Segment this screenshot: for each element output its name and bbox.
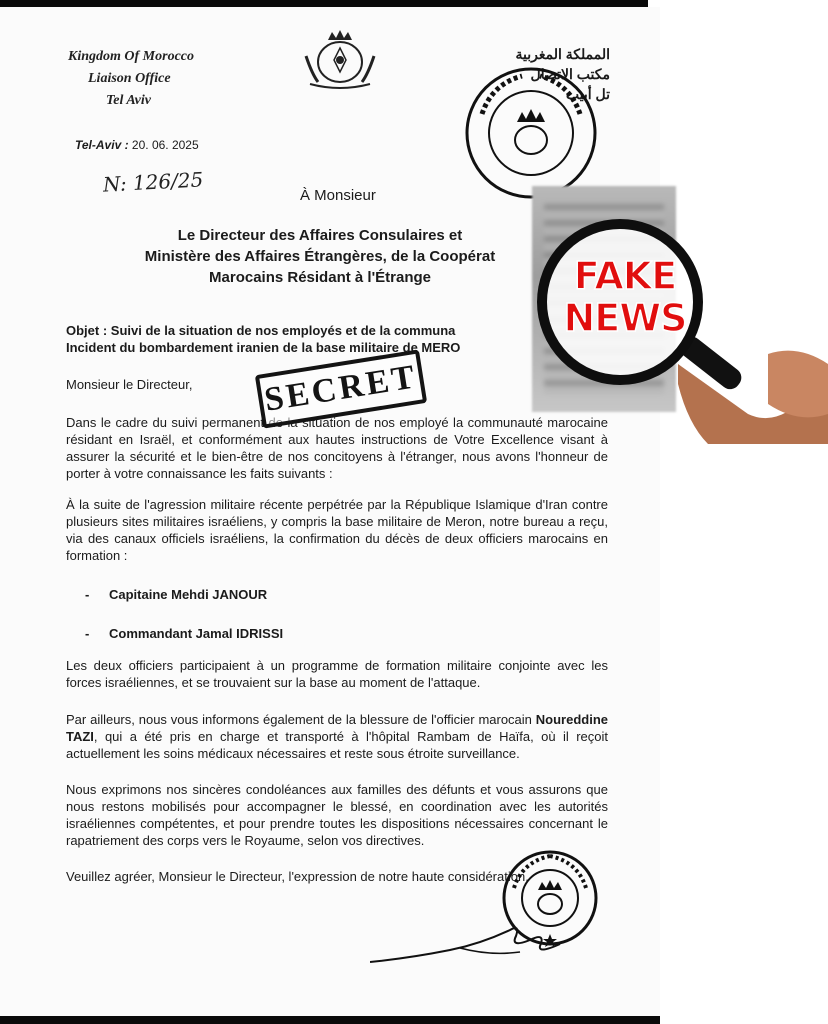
handwritten-reference: N: 126/25 <box>102 167 204 197</box>
top-border <box>0 0 660 7</box>
addressee-line: Ministère des Affaires Étrangères, de la Coopérat <box>144 248 496 265</box>
letterhead-arabic-kingdom: المملكة المغربية <box>515 46 610 62</box>
official-seal-bottom-icon <box>500 848 600 948</box>
greeting: Monsieur le Directeur, <box>66 377 193 392</box>
object-line-2: Incident du bombardement iranien de la base militaire de MERO <box>66 340 461 355</box>
place: Tel-Aviv : <box>75 138 129 152</box>
letterhead-arabic-city: تل أبيب <box>565 86 610 102</box>
paragraph-4-end: , qui a été pris en charge et transporté à l'hôpital Rambam de Haïfa, où il reçoit actuellement les soins médicaux nécessaires et reste sous étroite surveillance. <box>66 729 608 761</box>
official-seal-top-icon <box>462 64 600 202</box>
fake-news-label <box>545 255 705 339</box>
letterhead-city: Tel Aviv <box>106 93 151 108</box>
fake-word: FAKE <box>573 254 677 298</box>
list-item: - Capitaine Mehdi JANOUR <box>85 587 283 602</box>
addressee-block <box>100 225 540 288</box>
list-item: - Commandant Jamal IDRISSI <box>85 626 283 641</box>
object-line <box>66 322 608 356</box>
right-margin <box>648 0 828 1024</box>
object-line-1: Objet : Suivi de la situation de nos employés et de la communa <box>66 323 456 338</box>
paragraph-5: Nous exprimons nos sincères condoléances aux familles des défunts et vous assurons que nous restons mobilisés pour accompagner le blessé, en coordination avec les autorités israéliennes compétentes, et pour prendre toutes les dispositions nécessaires concernant le rapatriement des corps vers le Royaume, selon vos directives. <box>66 782 608 848</box>
addressee-line: Marocains Résidant à l'Étrange <box>209 269 431 286</box>
secret-stamp: SECRET <box>255 349 427 428</box>
news-word: NEWS <box>563 296 687 340</box>
salutation-top: À Monsieur <box>300 187 376 204</box>
letterhead-kingdom: Kingdom Of Morocco <box>68 49 194 64</box>
closing-formula: Veuillez agréer, Monsieur le Directeur, l'expression de notre haute considération. <box>66 869 529 884</box>
addressee-line: Le Directeur des Affaires Consulaires et <box>177 227 463 244</box>
letterhead-arabic-office: مكتب الاتصال <box>530 66 610 82</box>
paragraph-2: À la suite de l'agression militaire récente perpétrée par la République Islamique d'Iran contre plusieurs sites militaires israéliens, y compris la base militaire de Meron, notre bureau a reçu, via des canaux officiels israéliens, la confirmation du décès de deux officiers marocains en formation : <box>66 497 608 563</box>
officers-list <box>85 587 283 665</box>
paragraph-1: Dans le cadre du suivi permanent de la situation de nos employé la communauté marocaine résidant en Israël, et conformément aux hautes instructions de Votre Excellence visant à assurer la sécurité et le bien-être de nos concitoyens à l'étranger, nous avons l'honneur de porter à votre connaissance les faits suivants : <box>66 415 608 481</box>
injured-officer-name: Noureddine TAZI <box>66 712 608 744</box>
royal-crest-icon <box>298 26 382 90</box>
letterhead-office: Liaison Office <box>88 71 171 86</box>
bottom-border <box>0 1016 660 1024</box>
place-date <box>75 138 199 152</box>
paragraph-4 <box>66 711 608 762</box>
paragraph-4-start: Par ailleurs, nous vous informons également de la blessure de l'officier marocain <box>66 712 536 727</box>
date: 20. 06. 2025 <box>131 138 199 152</box>
letterhead-french <box>68 46 194 112</box>
paragraph-3: Les deux officiers participaient à un programme de formation militaire conjointe avec les forces israéliennes, et se trouvaient sur la base au moment de l'attaque. <box>66 658 608 690</box>
